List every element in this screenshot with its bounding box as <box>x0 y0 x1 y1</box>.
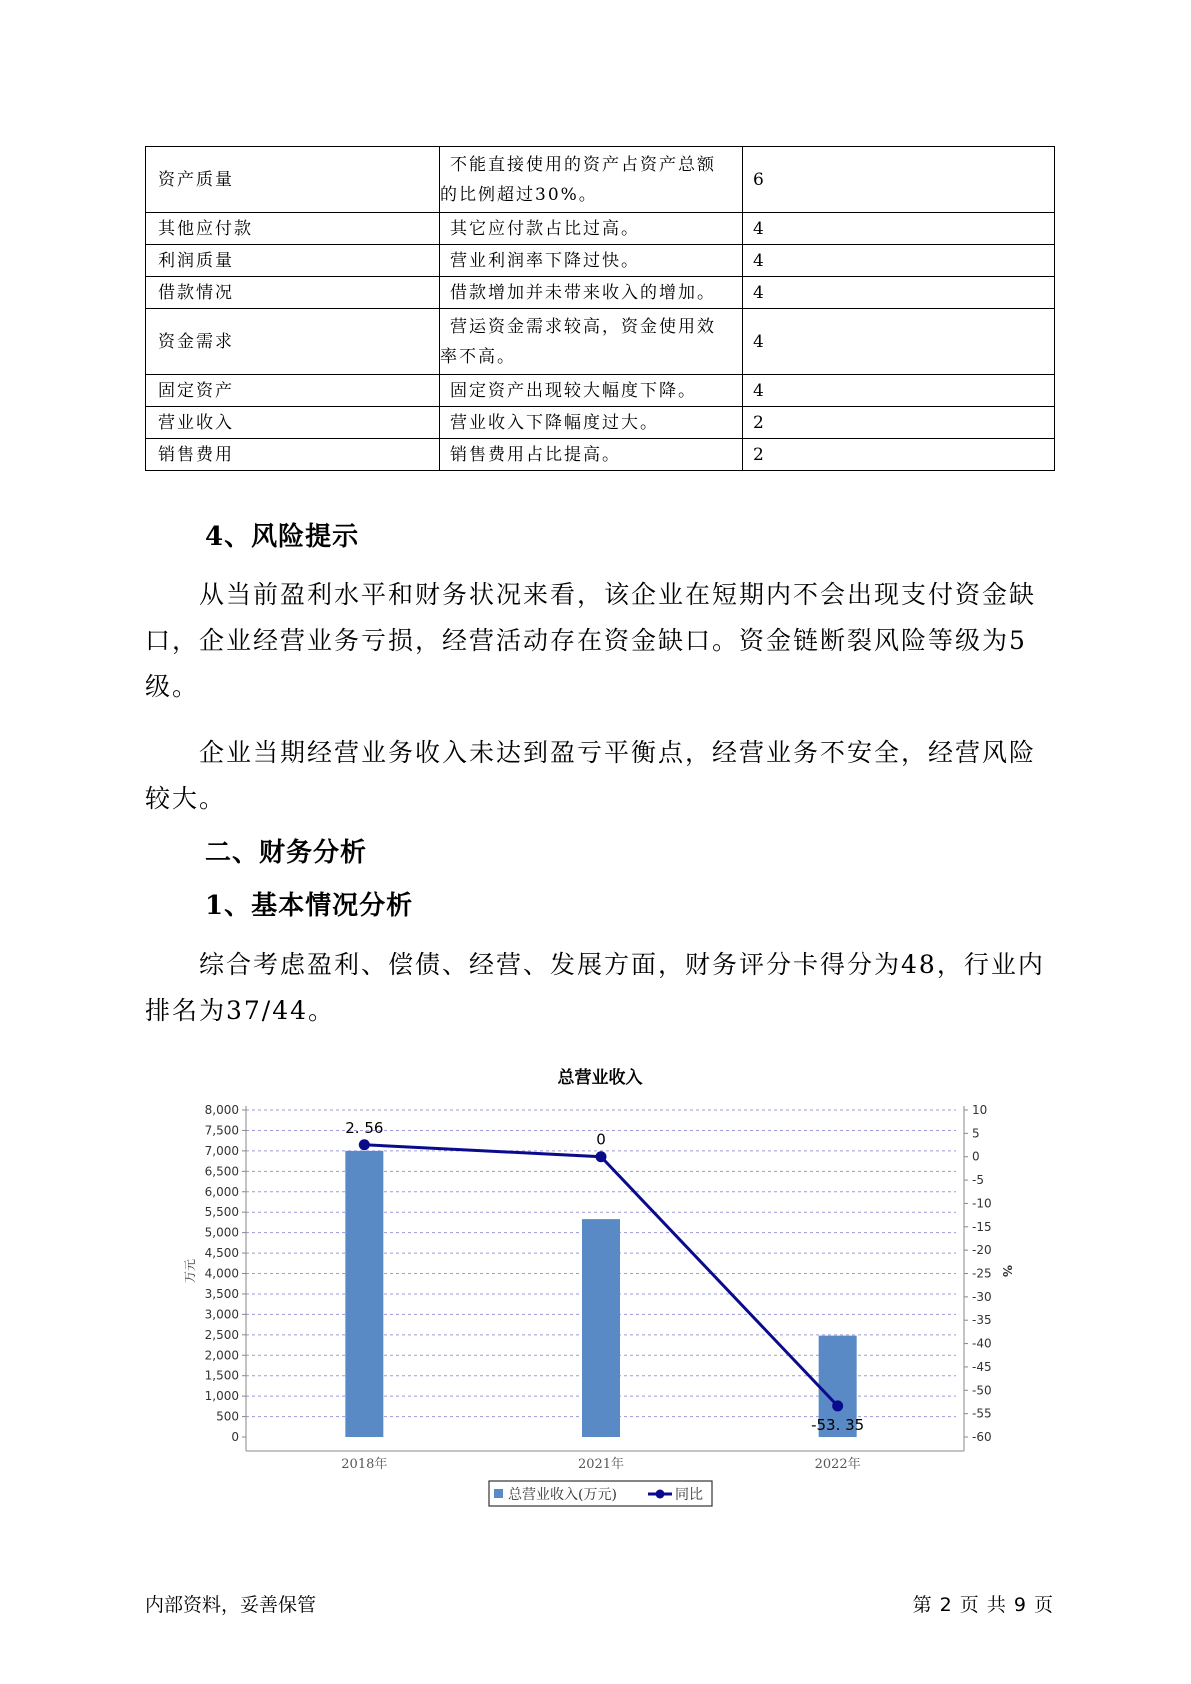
risk-item-cell: 固定资产 <box>146 375 440 407</box>
y-tick-label: 500 <box>216 1409 239 1424</box>
risk-score-cell: 2 <box>743 407 1055 439</box>
y-tick-label: 4,500 <box>204 1246 239 1261</box>
y2-tick-label: -50 <box>972 1383 992 1398</box>
y2-tick-label: -45 <box>972 1359 992 1374</box>
y2-tick-label: -30 <box>972 1289 992 1304</box>
revenue-bar <box>345 1151 383 1437</box>
legend-bar-swatch <box>494 1489 503 1498</box>
risk-description-line: 营运资金需求较高，资金使用效 <box>450 316 716 337</box>
y2-tick-label: -20 <box>972 1243 992 1258</box>
footer-page-number: 第 2 页 共 9 页 <box>912 1594 1054 1616</box>
y-tick-label: 7,000 <box>204 1143 239 1158</box>
risk-paragraph-1: 从当前盈利水平和财务状况来看，该企业在短期内不会出现支付资金缺口，企业经营业务亏损，经营活动存在资金缺口。资金链断裂风险等级为5级。 <box>145 580 1037 701</box>
y2-tick-label: -15 <box>972 1219 992 1234</box>
financial-analysis-heading: 二、财务分析 <box>205 838 368 868</box>
basic-analysis-heading: 1、基本情况分析 <box>205 891 414 921</box>
risk-description-line: 的比例超过30%。 <box>440 184 598 205</box>
risk-description-line: 营业利润率下降过快。 <box>450 250 640 271</box>
yoy-point <box>359 1139 370 1150</box>
y2-axis-label: % <box>1000 1264 1014 1278</box>
risk-item-cell: 资金需求 <box>146 309 440 375</box>
risk-description-line: 营业收入下降幅度过大。 <box>450 412 659 433</box>
risk-score-cell: 2 <box>743 439 1055 471</box>
y2-tick-label: -25 <box>972 1266 992 1281</box>
risk-description-line: 销售费用占比提高。 <box>450 444 621 465</box>
y-tick-label: 2,500 <box>204 1327 239 1342</box>
y-tick-label: 4,000 <box>204 1266 239 1281</box>
y-tick-label: 5,500 <box>204 1205 239 1220</box>
y2-tick-label: -35 <box>972 1313 992 1328</box>
y2-tick-label: -5 <box>972 1173 984 1188</box>
y-tick-label: 1,500 <box>204 1368 239 1383</box>
y-axis-label: 万元 <box>183 1258 197 1284</box>
y-tick-label: 2,000 <box>204 1348 239 1363</box>
risk-paragraph-2: 企业当期经营业务收入未达到盈亏平衡点，经营业务不安全，经营风险较大。 <box>145 738 1037 813</box>
risk-score-cell: 4 <box>743 309 1055 375</box>
risk-description-line: 率不高。 <box>440 346 516 367</box>
risk-score-cell: 6 <box>743 147 1055 213</box>
score-paragraph: 综合考虑盈利、偿债、经营、发展方面，财务评分卡得分为48，行业内排名为37/44。 <box>145 950 1045 1025</box>
y-tick-label: 5,000 <box>204 1225 239 1240</box>
y-tick-label: 3,500 <box>204 1286 239 1301</box>
legend-line-label: 同比 <box>675 1487 703 1503</box>
y-tick-label: 0 <box>231 1430 239 1444</box>
revenue-bar <box>582 1219 620 1437</box>
y-tick-label: 8,000 <box>204 1103 239 1117</box>
risk-item-cell: 营业收入 <box>146 407 440 439</box>
y-tick-label: 1,000 <box>204 1389 239 1404</box>
risk-score-cell: 4 <box>743 375 1055 407</box>
x-tick-label: 2018年 <box>341 1457 388 1472</box>
risk-description-line: 借款增加并未带来收入的增加。 <box>450 282 716 303</box>
y2-tick-label: -10 <box>972 1196 992 1211</box>
risk-item-cell: 销售费用 <box>146 439 440 471</box>
y-tick-label: 3,000 <box>204 1307 239 1322</box>
risk-description-line: 不能直接使用的资产占资产总额 <box>450 154 716 175</box>
y-tick-label: 7,500 <box>204 1123 239 1138</box>
x-tick-label: 2022年 <box>814 1457 861 1472</box>
y2-tick-label: 0 <box>972 1149 980 1164</box>
legend-bar-label: 总营业收入(万元) <box>508 1487 617 1503</box>
section4-heading: 4、风险提示 <box>205 522 360 552</box>
yoy-data-label: -53. 35 <box>811 1415 865 1434</box>
y-tick-label: 6,500 <box>204 1164 239 1179</box>
risk-score-cell: 4 <box>743 245 1055 277</box>
y2-tick-label: -40 <box>972 1336 992 1351</box>
yoy-point <box>832 1400 843 1411</box>
risk-score-cell: 4 <box>743 277 1055 309</box>
y2-tick-label: -60 <box>972 1430 992 1444</box>
footer-confidential: 内部资料，妥善保管 <box>145 1594 317 1616</box>
yoy-data-label: 0 <box>596 1130 606 1149</box>
risk-item-cell: 其他应付款 <box>146 213 440 245</box>
risk-item-cell: 借款情况 <box>146 277 440 309</box>
legend-line-marker <box>656 1490 665 1499</box>
y2-tick-label: -55 <box>972 1406 992 1421</box>
y2-tick-label: 10 <box>972 1103 988 1117</box>
chart-title: 总营业收入 <box>557 1068 643 1088</box>
risk-score-cell: 4 <box>743 213 1055 245</box>
risk-item-cell: 利润质量 <box>146 245 440 277</box>
y2-tick-label: 5 <box>972 1126 980 1141</box>
y-tick-label: 6,000 <box>204 1184 239 1199</box>
yoy-data-label: 2. 56 <box>345 1118 384 1137</box>
yoy-point <box>596 1151 607 1162</box>
risk-description-line: 其它应付款占比过高。 <box>450 218 640 239</box>
risk-item-cell: 资产质量 <box>146 147 440 213</box>
x-tick-label: 2021年 <box>577 1457 625 1472</box>
risk-description-line: 固定资产出现较大幅度下降。 <box>450 380 697 401</box>
